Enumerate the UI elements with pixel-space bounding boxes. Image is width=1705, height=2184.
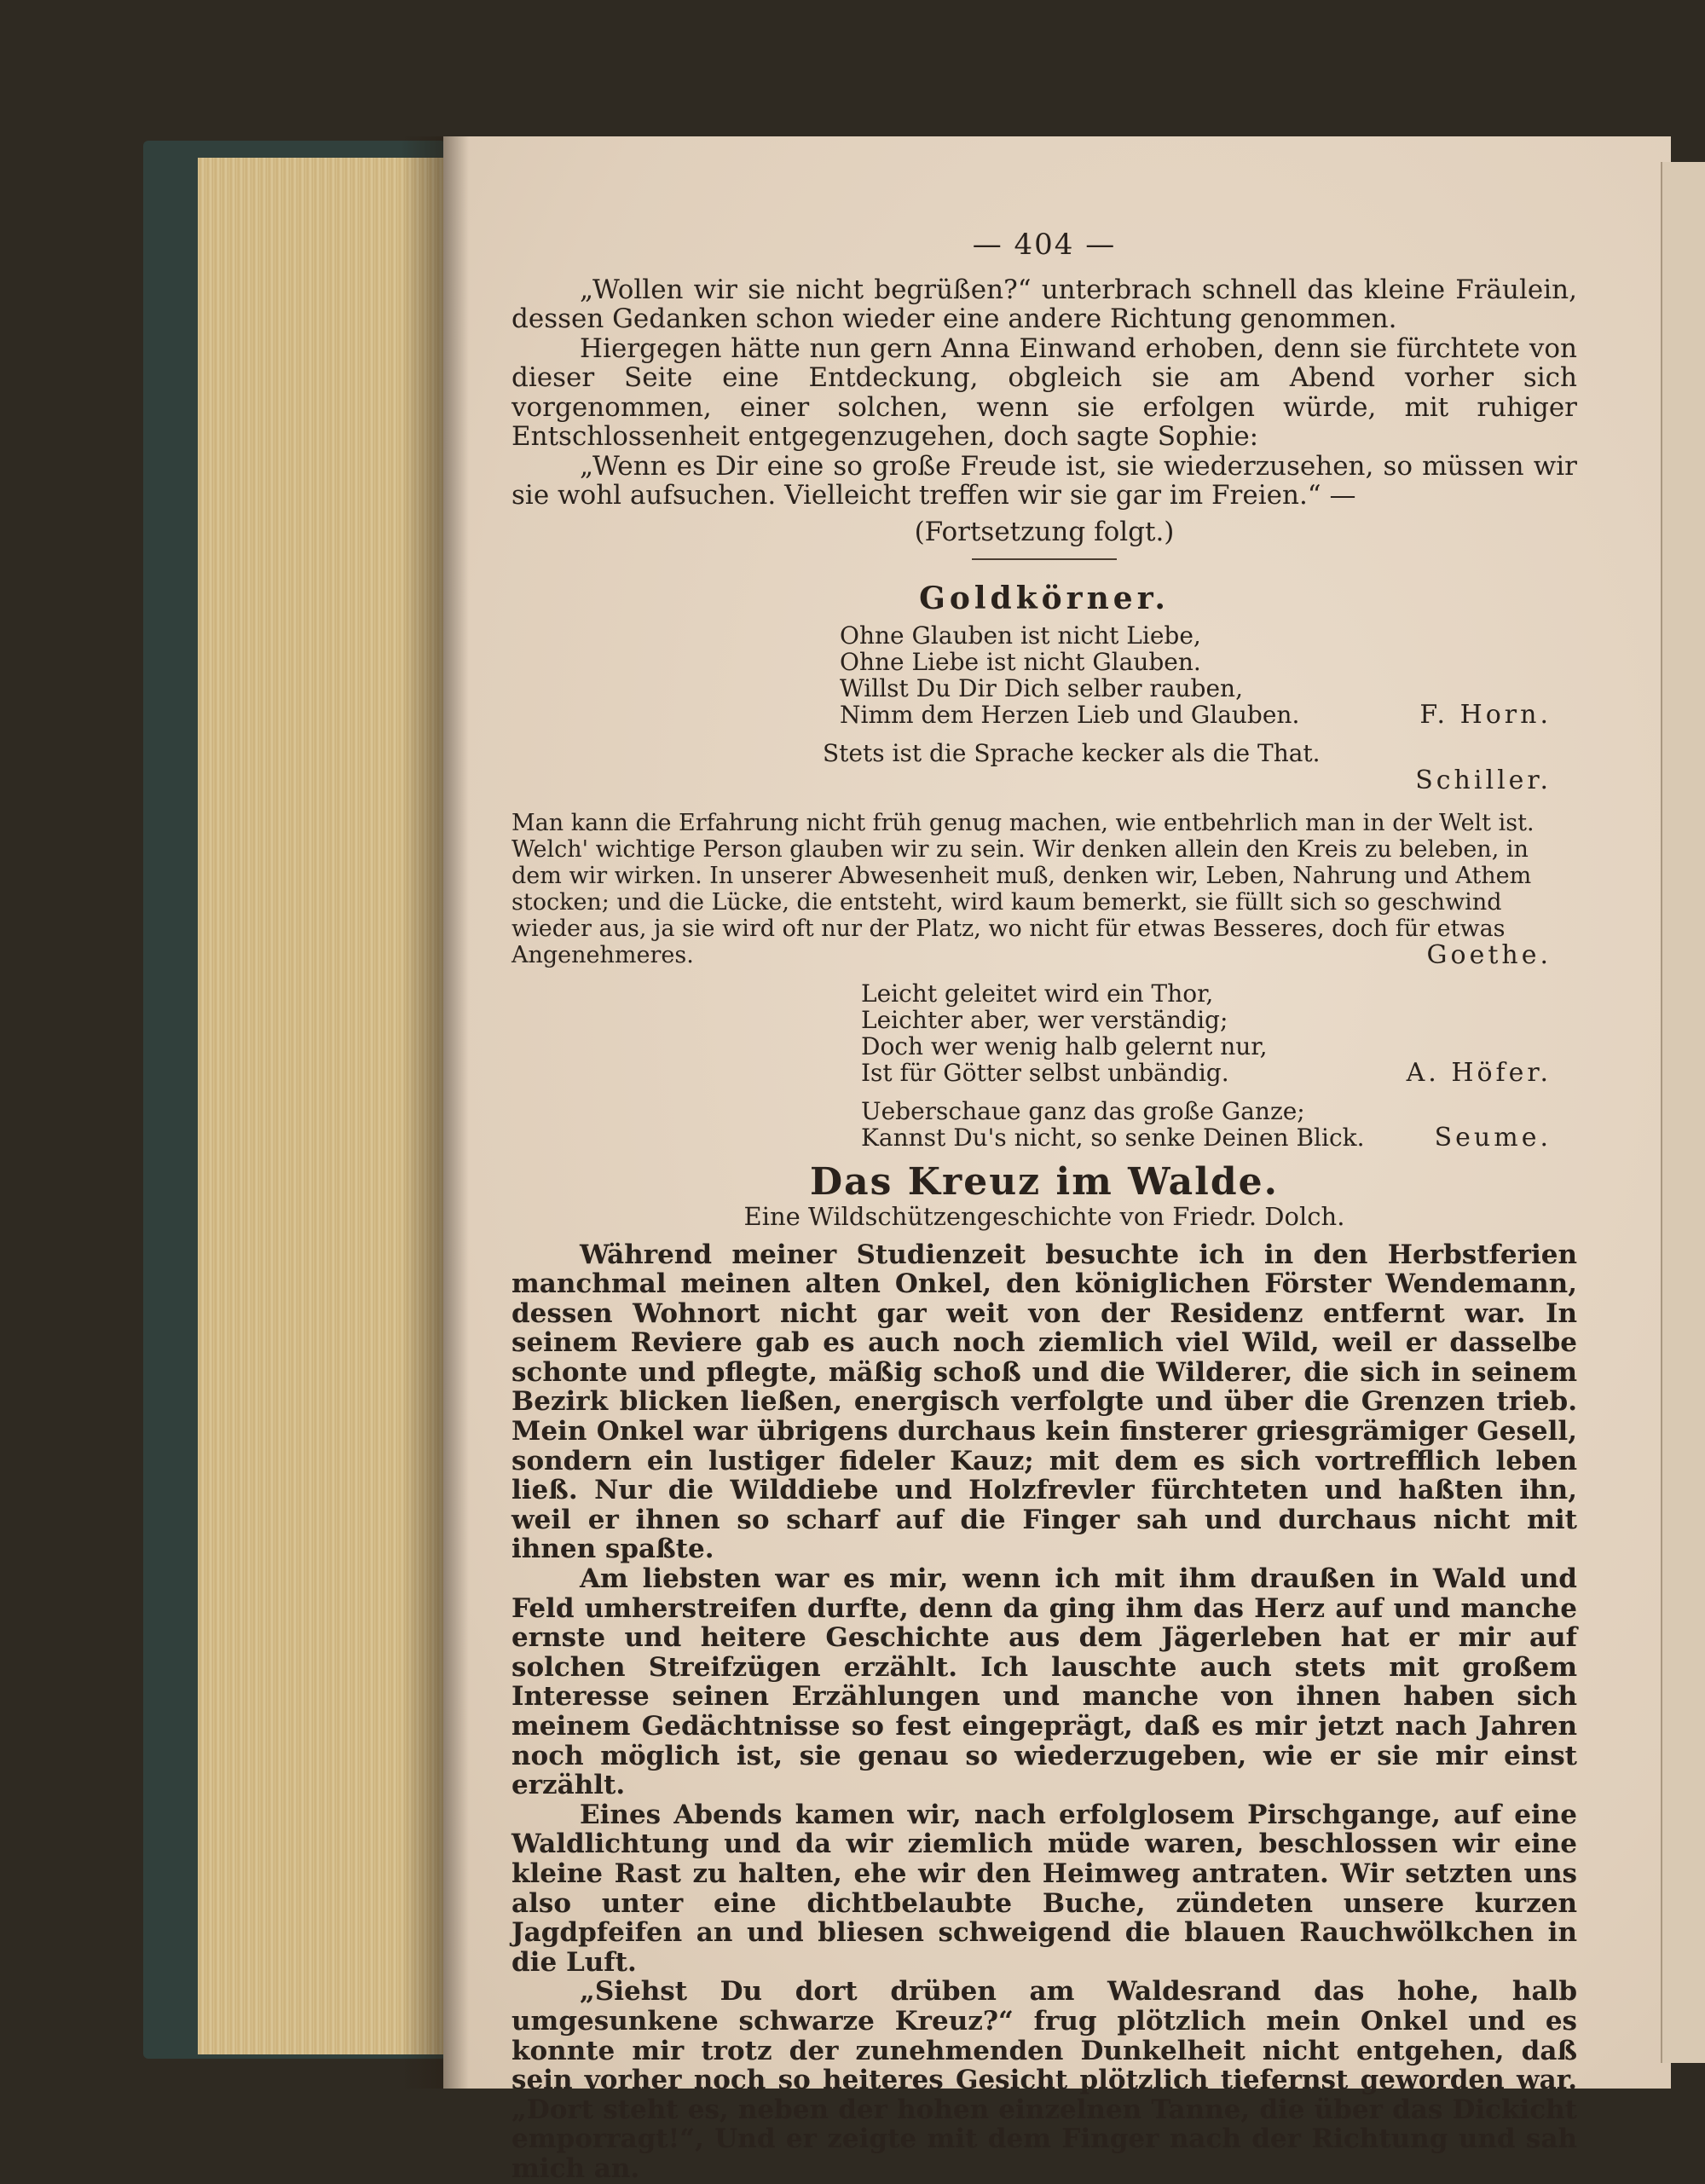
verse-block	[861, 980, 1577, 1086]
verse-line: Leicht geleitet wird ein Thor,	[861, 979, 1214, 1008]
story-body	[512, 1240, 1577, 2184]
verse-line: Leichter aber, wer verständig;	[861, 1005, 1228, 1034]
spine-shadow	[401, 136, 469, 2089]
prose-quote	[512, 810, 1577, 968]
verse-block	[840, 622, 1577, 728]
quote-author: Schiller.	[1415, 765, 1552, 795]
paragraph: Hiergegen hätte nun gern Anna Einwand erhoben, denn sie fürchtete von dieser Seite eine Entdeckung, obgleich sie am Abend vorher sich vorgenommen, einer solchen, wenn sie erfolgen würde, mit ruhiger Entschlossenheit entgegenzugehen, doch sagte Sophie:	[512, 332, 1577, 452]
story-subtitle: Eine Wildschützengeschichte von Friedr. Dolch.	[743, 1202, 1345, 1231]
page-number: — 404 —	[972, 228, 1117, 262]
verse-line: Doch wer wenig halb gelernt nur,	[861, 1031, 1268, 1060]
verse-line: Ohne Liebe ist nicht Glauben.	[840, 647, 1201, 676]
quote-author: F. Horn.	[1419, 699, 1552, 730]
page-text	[512, 230, 1577, 2184]
verse-line: Willst Du Dir Dich selber rauben,	[840, 673, 1243, 702]
quote-author: A. Höfer.	[1406, 1057, 1552, 1088]
continuation-note: (Fortsetzung folgt.)	[914, 516, 1175, 547]
prose-quote-text: Man kann die Erfahrung nicht früh genug machen, wie entbehrlich man in der Welt ist. Welch' wichtige Person glauben wir zu sein. Wir denken allein den Kreis zu beleben, in dem wir wirken. In unserer Abwesenheit muß, denken wir, Leben, Nahrung und Athem stocken; und die Lücke, die entsteht, wird kaum bemerkt, sie füllt sich so geschwind wieder aus, ja sie wird oft nur der Platz, wo nicht für etwas Besseres, doch für etwas Angenehmeres.	[512, 809, 1534, 968]
verse-line: Ist für Götter selbst unbändig.	[861, 1058, 1229, 1087]
divider	[972, 558, 1117, 560]
verse-block	[861, 1098, 1577, 1151]
paragraph: „Wenn es Dir eine so große Freude ist, sie wiederzusehen, so müssen wir sie wohl aufsuchen. Vielleicht treffen wir sie gar im Freien.“ —	[512, 450, 1577, 511]
verse-line: Ueberschaue ganz das große Ganze;	[861, 1096, 1305, 1125]
quote-block	[823, 740, 1577, 794]
quote-line: Stets ist die Sprache kecker als die That.	[823, 738, 1321, 767]
paragraph: „Siehst Du dort drüben am Waldesrand das hohe, halb umgesunkene schwarze Kreuz?“ frug plötzlich mein Onkel und es konnte mir trotz der zunehmenden Dunkelheit nicht entgehen, daß sein vorher noch so heiteres Gesicht plötzlich tiefernst geworden war. „Dort steht es, neben der hohen einzelnen Tanne, die über das Dickicht emporragt!“, Und er zeigte mit dem Finger nach der Richtung und sah mich an.	[512, 1976, 1577, 2184]
paragraph: Eines Abends kamen wir, nach erfolglosem Pirschgange, auf eine Waldlichtung und da wir ziemlich müde waren, beschlossen wir eine kleine Rast zu halten, ehe wir den Heimweg antraten. Wir setzten uns also unter eine dichtbelaubte Buche, zündeten unsere kurzen Jagdpfeifen an und bliesen schweigend die blauen Rauchwölkchen in die Luft.	[512, 1799, 1577, 1978]
verse-line: Kannst Du's nicht, so senke Deinen Blick.	[861, 1123, 1365, 1152]
story-title: Das Kreuz im Walde.	[810, 1159, 1279, 1204]
paragraph: Während meiner Studienzeit besuchte ich in den Herbstferien manchmal meinen alten Onkel, den königlichen Förster Wendemann, dessen Wohnort nicht gar weit von der Residenz entfernt war. In seinem Reviere gab es auch noch ziemlich viel Wild, weil er dasselbe schonte und pflegte, mäßig schoß und die Wilderer, die sich in seinem Bezirk blicken ließen, energisch verfolgte und über die Grenzen trieb. Mein Onkel war übrigens durchaus kein finsterer griesgrämiger Gesell, sondern ein lustiger fideler Kauz; mit dem es sich vortrefflich leben ließ. Nur die Wilddiebe und Holzfrevler fürchteten und haßten ihn, weil er ihnen so scharf auf die Finger sah und durchaus nicht mit ihnen spaßte.	[512, 1239, 1577, 1565]
quote-author: Seume.	[1434, 1122, 1552, 1153]
facing-page-edge	[1661, 162, 1705, 2063]
quote-author: Goethe.	[1426, 939, 1552, 970]
section-title: Goldkörner.	[919, 581, 1170, 616]
verse-line: Nimm dem Herzen Lieb und Glauben.	[840, 700, 1300, 729]
paragraph: „Wollen wir sie nicht begrüßen?“ unterbrach schnell das kleine Fräulein, dessen Gedanken schon wieder eine andere Richtung genommen.	[512, 274, 1577, 334]
paragraph: Am liebsten war es mir, wenn ich mit ihm draußen in Wald und Feld umherstreifen durfte, denn da ging ihm das Herz auf und manche ernste und heitere Geschichte aus dem Jägerleben hat er mir auf solchen Streifzügen erzählt. Ich lauschte auch stets mit großem Interesse seinen Erzählungen und manche von ihnen haben sich meinem Gedächtnisse so fest eingeprägt, daß es mir jetzt nach Jahren noch möglich ist, sie genau so wiederzugeben, wie er sie mir einst erzählt.	[512, 1563, 1577, 1801]
verse-line: Ohne Glauben ist nicht Liebe,	[840, 621, 1201, 650]
